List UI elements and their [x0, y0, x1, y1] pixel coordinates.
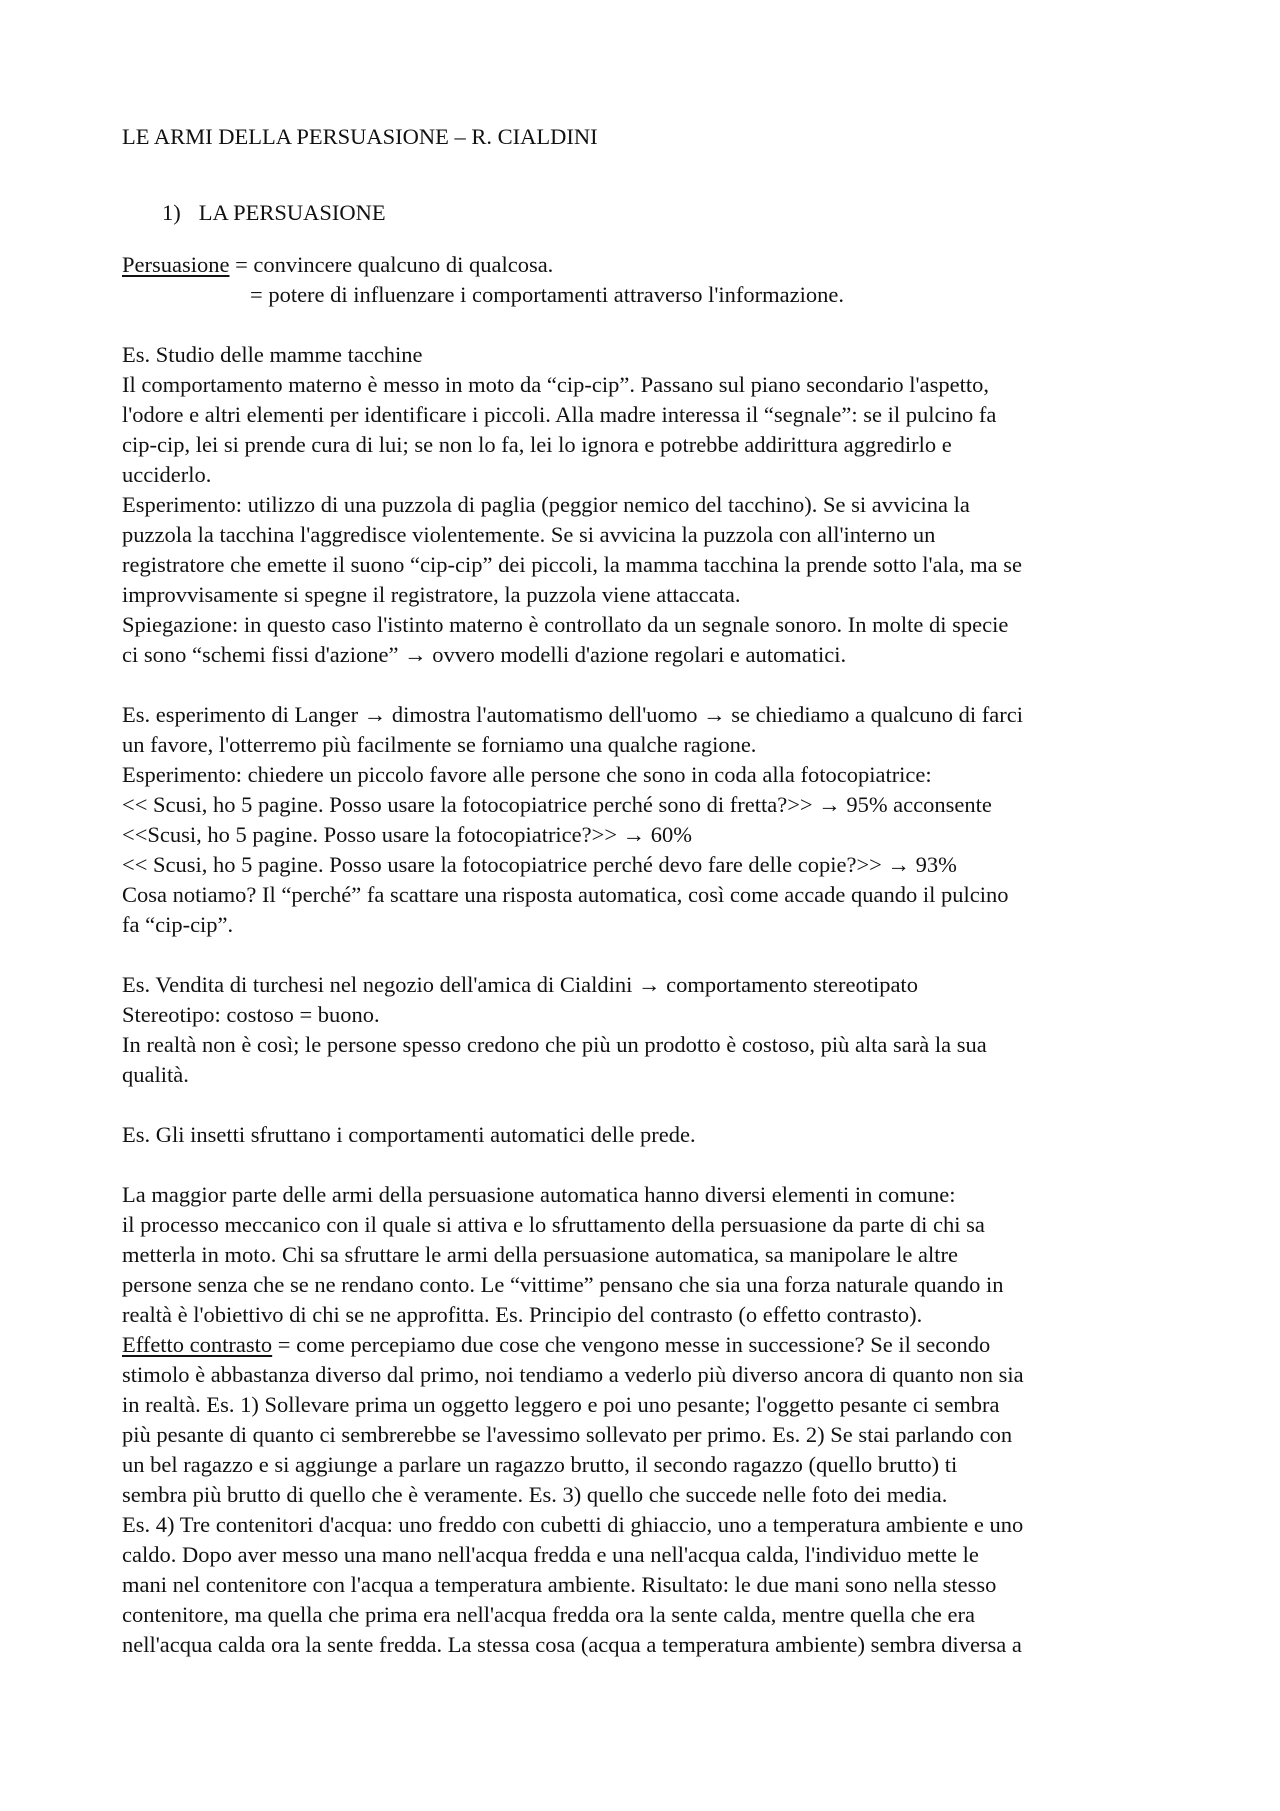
document-body — [122, 122, 1172, 1660]
paragraph-line: Spiegazione: in questo caso l'istinto materno è controllato da un segnale sonoro. In molte di specie — [122, 612, 1009, 637]
paragraph-line: fa “cip-cip”. — [122, 912, 234, 937]
paragraph-line: persone senza che se ne rendano conto. Le “vittime” pensano che sia una forza naturale quando in — [122, 1272, 1004, 1297]
paragraph-line: caldo. Dopo aver messo una mano nell'acqua fredda e una nell'acqua calda, l'individuo mette le — [122, 1542, 979, 1567]
section-number: 1) — [162, 200, 181, 225]
paragraph-line: Il comportamento materno è messo in moto da “cip-cip”. Passano sul piano secondario l'aspetto, — [122, 372, 989, 397]
paragraph-line: Stereotipo: costoso = buono. — [122, 1002, 380, 1027]
paragraph-line: Es. Vendita di turchesi nel negozio dell'amica di Cialdini → comportamento stereotipato — [122, 972, 918, 997]
section-title: LA PERSUASIONE — [198, 200, 386, 225]
definition-line-1: Persuasione = convincere qualcuno di qualcosa. — [122, 252, 554, 277]
paragraph-line: puzzola la tacchina l'aggredisce violentemente. Se si avvicina la puzzola con all'interno un — [122, 522, 936, 547]
paragraph-line: In realtà non è così; le persone spesso credono che più un prodotto è costoso, più alta sarà la sua — [122, 1032, 987, 1057]
paragraph-line: qualità. — [122, 1062, 189, 1087]
paragraph-line: registratore che emette il suono “cip-cip” dei piccoli, la mamma tacchina la prende sotto l'ala, ma se — [122, 552, 1022, 577]
paragraph-line: l'odore e altri elementi per identificare i piccoli. Alla madre interessa il “segnale”: se il pulcino fa — [122, 402, 997, 427]
paragraph-line: sembra più brutto di quello che è veramente. Es. 3) quello che succede nelle foto dei media. — [122, 1482, 948, 1507]
langer-example-paragraph — [122, 700, 1172, 940]
paragraph-line: il processo meccanico con il quale si attiva e lo sfruttamento della persuasione da parte di chi sa — [122, 1212, 985, 1237]
paragraph-line: più pesante di quanto ci sembrerebbe se l'avessimo sollevato per primo. Es. 2) Se stai parlando con — [122, 1422, 1013, 1447]
paragraph-line: un favore, l'otterremo più facilmente se forniamo una qualche ragione. — [122, 732, 757, 757]
paragraph-line: Es. 4) Tre contenitori d'acqua: uno freddo con cubetti di ghiaccio, uno a temperatura ambiente e uno — [122, 1512, 1024, 1537]
turkey-example-paragraph — [122, 340, 1172, 670]
paragraph-line: improvvisamente si spegne il registratore, la puzzola viene attaccata. — [122, 582, 741, 607]
paragraph-line: Cosa notiamo? Il “perché” fa scattare una risposta automatica, così come accade quando il pulcino — [122, 882, 1009, 907]
paragraph-line: << Scusi, ho 5 pagine. Posso usare la fotocopiatrice perché sono di fretta?>> → 95% acconsente — [122, 792, 992, 817]
common-elements-paragraph — [122, 1180, 1172, 1330]
insects-example-line: Es. Gli insetti sfruttano i comportamenti automatici delle prede. — [122, 1122, 696, 1147]
document-title: LE ARMI DELLA PERSUASIONE – R. CIALDINI — [122, 124, 598, 149]
paragraph-line: stimolo è abbastanza diverso dal primo, noi tendiamo a vederlo più diverso ancora di quanto non sia — [122, 1362, 1024, 1387]
paragraph-line: <<Scusi, ho 5 pagine. Posso usare la fotocopiatrice?>> → 60% — [122, 822, 693, 847]
turquoise-example-paragraph — [122, 970, 1172, 1090]
definition-term: Persuasione — [122, 252, 230, 277]
paragraph-line: << Scusi, ho 5 pagine. Posso usare la fotocopiatrice perché devo fare delle copie?>> → 93% — [122, 852, 957, 877]
section-heading — [122, 198, 1172, 228]
paragraph-line: metterla in moto. Chi sa sfruttare le armi della persuasione automatica, sa manipolare le altre — [122, 1242, 958, 1267]
paragraph-line: Esperimento: chiedere un piccolo favore alle persone che sono in coda alla fotocopiatrice: — [122, 762, 932, 787]
paragraph-line: Es. esperimento di Langer → dimostra l'automatismo dell'uomo → se chiediamo a qualcuno di farci — [122, 702, 1023, 727]
paragraph-line: un bel ragazzo e si aggiunge a parlare un ragazzo brutto, il secondo ragazzo (quello brutto) ti — [122, 1452, 958, 1477]
paragraph-line: realtà è l'obiettivo di chi se ne approfitta. Es. Principio del contrasto (o effetto contrasto). — [122, 1302, 923, 1327]
paragraph-line: in realtà. Es. 1) Sollevare prima un oggetto leggero e poi uno pesante; l'oggetto pesante ci sembra — [122, 1392, 1000, 1417]
definition-line-2: = potere di influenzare i comportamenti attraverso l'informazione. — [250, 282, 845, 307]
paragraph-line: Esperimento: utilizzo di una puzzola di paglia (peggior nemico del tacchino). Se si avvicina la — [122, 492, 970, 517]
paragraph-line: cip-cip, lei si prende cura di lui; se non lo fa, lei lo ignora e potrebbe addirittura aggredirlo e — [122, 432, 952, 457]
paragraph-line: contenitore, ma quella che prima era nell'acqua fredda ora la sente calda, mentre quella che era — [122, 1602, 975, 1627]
paragraph-line: ucciderlo. — [122, 462, 212, 487]
paragraph-line: Es. Studio delle mamme tacchine — [122, 342, 423, 367]
paragraph-line: La maggior parte delle armi della persuasione automatica hanno diversi elementi in comune: — [122, 1182, 956, 1207]
paragraph-line: mani nel contenitore con l'acqua a temperatura ambiente. Risultato: le due mani sono nella stesso — [122, 1572, 997, 1597]
contrast-effect-paragraph — [122, 1330, 1172, 1660]
paragraph-line: nell'acqua calda ora la sente fredda. La stessa cosa (acqua a temperatura ambiente) sembra diversa a — [122, 1632, 1022, 1657]
contrast-effect-term: Effetto contrasto — [122, 1332, 273, 1357]
contrast-effect-line-1: Effetto contrasto = come percepiamo due cose che vengono messe in successione? Se il secondo — [122, 1332, 991, 1357]
paragraph-line: ci sono “schemi fissi d'azione” → ovvero modelli d'azione regolari e automatici. — [122, 642, 847, 667]
